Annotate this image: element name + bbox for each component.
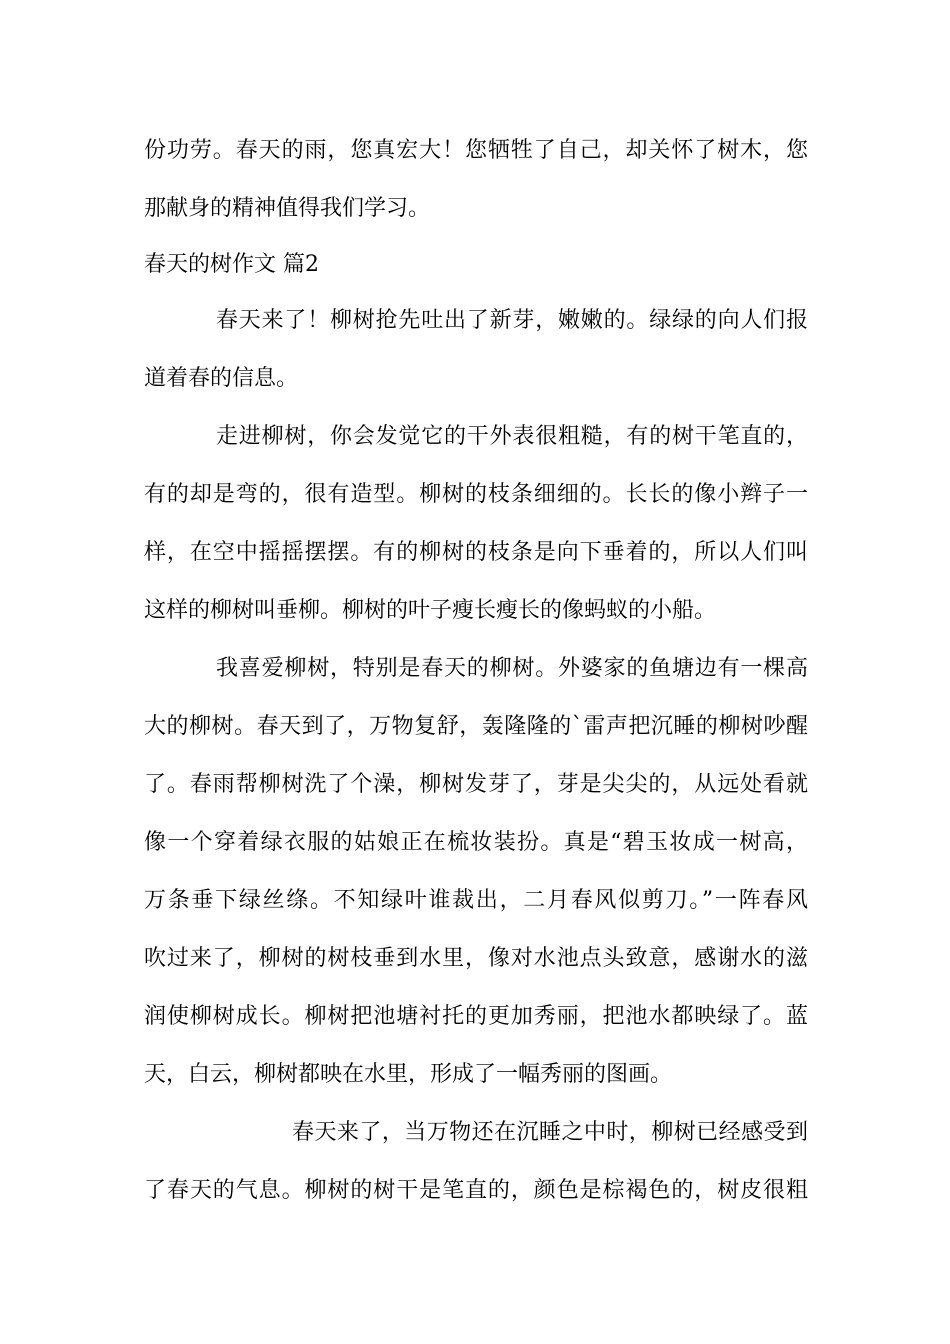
text-line: 像一个穿着绿衣服的姑娘正在梳妆装扮。真是“碧玉妆成一树高， xyxy=(144,830,808,855)
text-line: 份功劳。春天的雨，您真宏大！您牺牲了自己，却关怀了树木，您 xyxy=(144,138,808,163)
document-body xyxy=(144,122,808,1220)
text-line: 万条垂下绿丝绦。不知绿叶谁裁出，二月春风似剪刀。”一阵春风 xyxy=(144,888,808,913)
text-line: 吹过来了，柳树的树枝垂到水里，像对水池点头致意，感谢水的滋 xyxy=(144,946,808,971)
text-line: 了春天的气息。柳树的树干是笔直的，颜色是棕褐色的，树皮很粗 xyxy=(144,1178,808,1203)
text-line: 天，白云，柳树都映在水里，形成了一幅秀丽的图画。 xyxy=(144,1062,673,1087)
text-line: 有的却是弯的，很有造型。柳树的枝条细细的。长长的像小辫子一 xyxy=(144,482,808,507)
paragraph-first-line: 走进柳树，你会发觉它的干外表很粗糙，有的树干笔直的， xyxy=(216,424,808,449)
paragraph-first-line: 春天来了，当万物还在沉睡之中时，柳树已经感受到 xyxy=(292,1120,808,1145)
text-line: 样，在空中摇摇摆摆。有的柳树的枝条是向下垂着的，所以人们叫 xyxy=(144,540,808,565)
text-line: 了。春雨帮柳树洗了个澡，柳树发芽了，芽是尖尖的，从远处看就 xyxy=(144,772,808,797)
text-line: 这样的柳树叫垂柳。柳树的叶子瘦长瘦长的像蚂蚁的小船。 xyxy=(144,598,717,623)
paragraph-first-line: 春天来了！柳树抢先吐出了新芽，嫩嫩的。绿绿的向人们报 xyxy=(216,308,808,333)
text-line: 道着春的信息。 xyxy=(144,366,299,391)
text-line: 那献身的精神值得我们学习。 xyxy=(144,196,431,221)
paragraph-first-line: 我喜爱柳树，特别是春天的柳树。外婆家的鱼塘边有一棵高 xyxy=(216,656,808,681)
text-line: 大的柳树。春天到了，万物复舒，轰隆隆的`雷声把沉睡的柳树吵醒 xyxy=(144,714,808,739)
section-heading: 春天的树作文 篇2 xyxy=(144,252,319,277)
text-line: 润使柳树成长。柳树把池塘衬托的更加秀丽，把池水都映绿了。蓝 xyxy=(144,1004,808,1029)
